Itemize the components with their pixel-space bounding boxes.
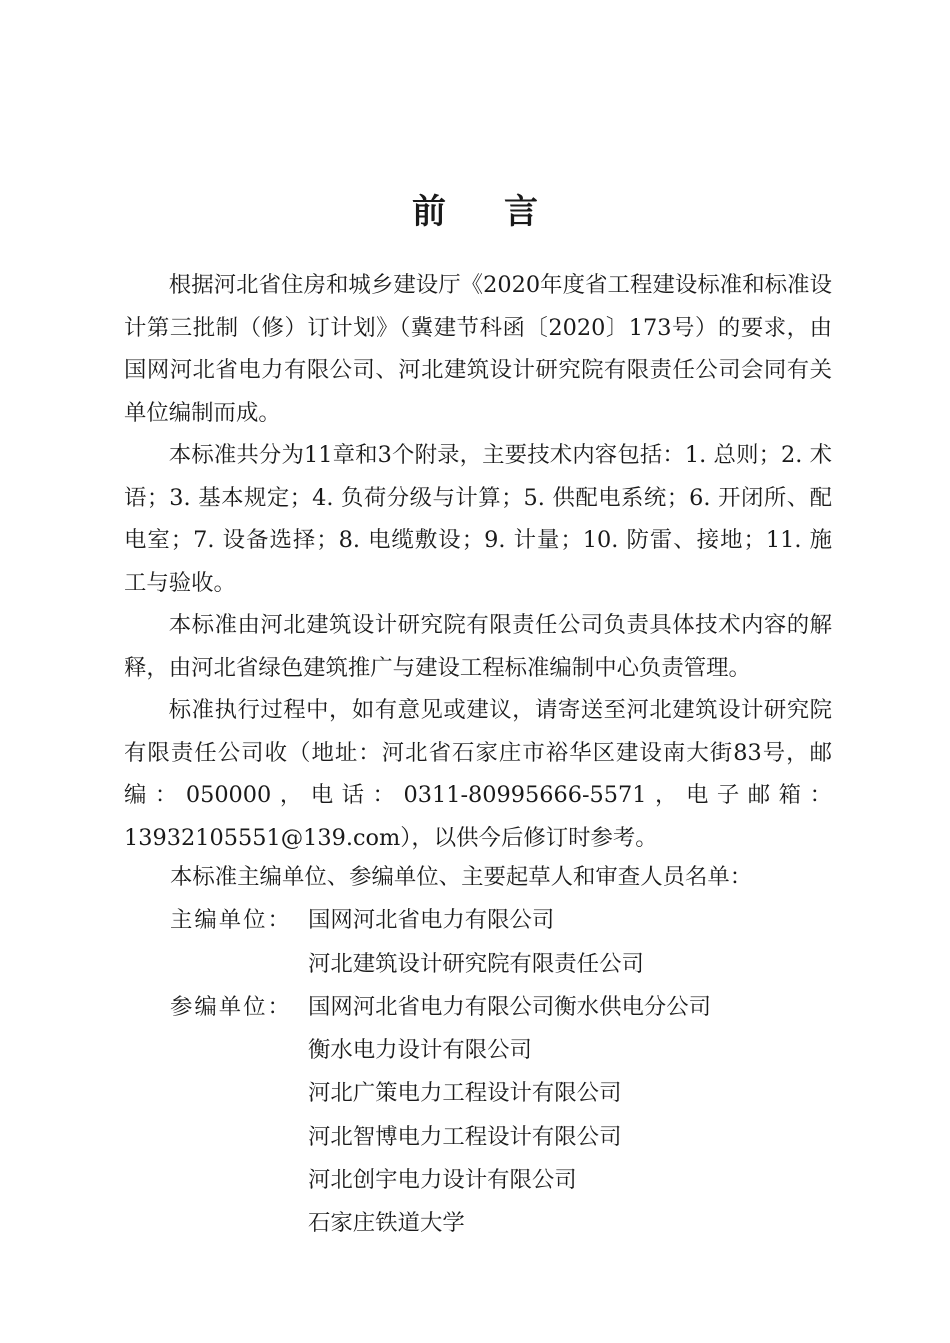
chief-units-label: 主编单位： — [170, 907, 292, 934]
paragraph-feedback: 标准执行过程中，如有意见或建议，请寄送至河北建筑设计研究院有限责任公司收（地址：河北省石家庄市裕华区建设南大街83号，邮编：050000，电话：0311-80995666-5571，电子邮箱：13932105551@139.com），以供今后修订时参考。 — [124, 697, 832, 851]
participating-unit-item: 石家庄铁道大学 — [308, 1210, 465, 1237]
paragraph-basis: 根据河北省住房和城乡建设厅《2020年度省工程建设标准和标准设计第三批制（修）订计划》（冀建节科函〔2020〕173号）的要求，由国网河北省电力有限公司、河北建筑设计研究院有限责任公司会同有关单位编制而成。 — [124, 272, 832, 426]
participating-unit-item: 国网河北省电力有限公司衡水供电分公司 — [308, 993, 712, 1020]
participating-units-group — [170, 986, 832, 1246]
participating-units-list — [308, 986, 832, 1246]
chief-unit-item: 国网河北省电力有限公司 — [308, 907, 555, 934]
participating-unit-item: 河北创宇电力设计有限公司 — [308, 1167, 577, 1194]
participating-unit-item: 河北广策电力工程设计有限公司 — [308, 1080, 622, 1107]
paragraph-contents: 本标准共分为11章和3个附录，主要技术内容包括：1. 总则；2. 术语；3. 基本规定；4. 负荷分级与计算；5. 供配电系统；6. 开闭所、配电室；7. 设备选择；8. 电缆敷设；9. 计量；10. 防雷、接地；11. 施工与验收。 — [124, 442, 832, 596]
roster-section — [170, 856, 832, 1246]
chief-unit-item: 河北建筑设计研究院有限责任公司 — [308, 950, 644, 977]
paragraph-interpretation: 本标准由河北建筑设计研究院有限责任公司负责具体技术内容的解释，由河北省绿色建筑推广与建设工程标准编制中心负责管理。 — [124, 612, 832, 681]
participating-unit-item: 河北智博电力工程设计有限公司 — [308, 1123, 622, 1150]
page-title — [0, 184, 950, 233]
participating-unit-item: 衡水电力设计有限公司 — [308, 1037, 532, 1064]
preface-body — [124, 264, 832, 859]
chief-units-list — [308, 899, 832, 986]
participating-units-label: 参编单位： — [170, 993, 292, 1020]
roster-intro: 本标准主编单位、参编单位、主要起草人和审查人员名单： — [170, 864, 753, 890]
chief-units-group — [170, 899, 832, 986]
page-title-char-2: 言 — [504, 192, 538, 232]
page-title-char-1: 前 — [412, 192, 446, 232]
